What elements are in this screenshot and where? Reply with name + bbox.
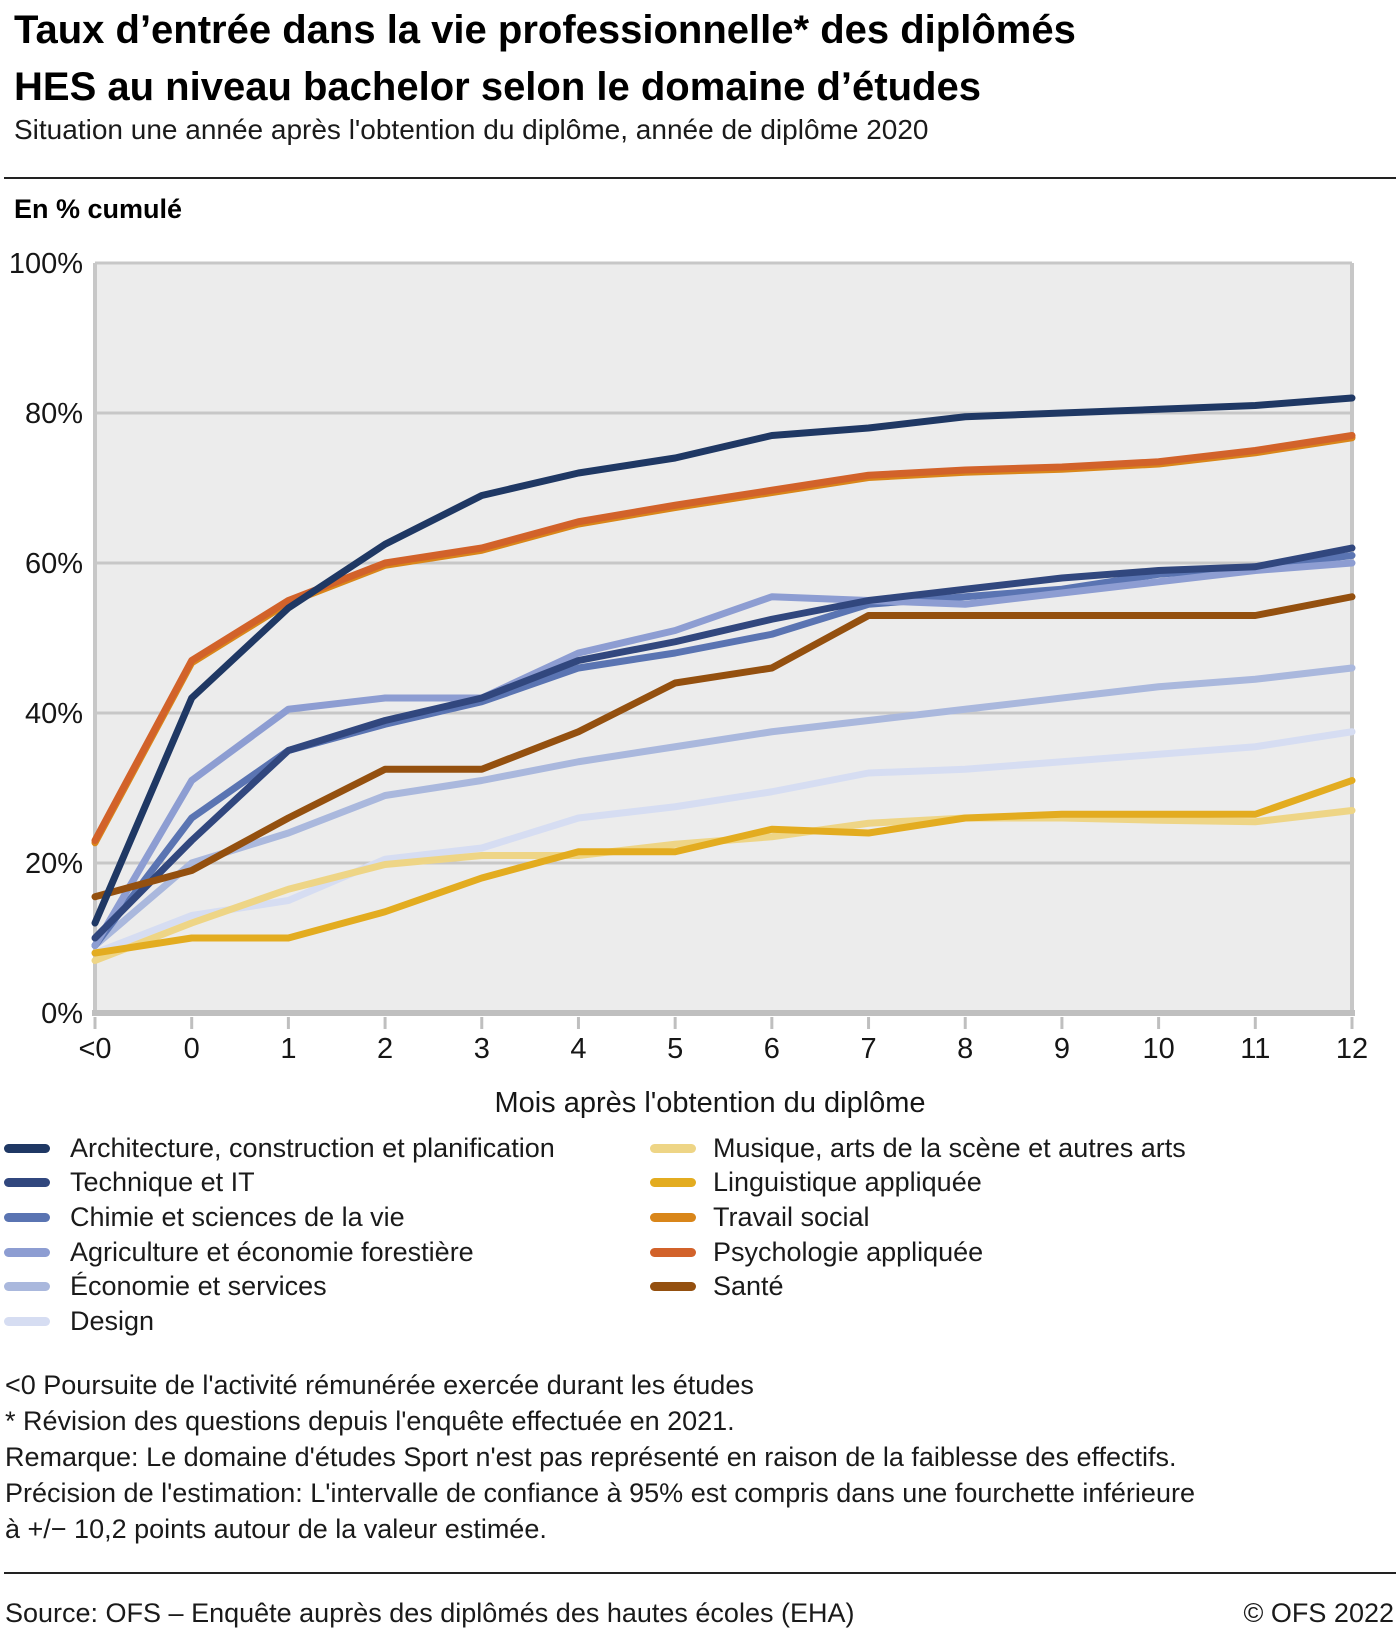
x-tick-label: 1 [280, 1033, 297, 1065]
x-tick-label: 10 [1142, 1033, 1175, 1065]
legend-swatch-economie [4, 1282, 50, 1291]
x-tick-label: <0 [78, 1033, 112, 1065]
legend-item-travail_social [648, 1200, 1186, 1235]
source-text: Source: OFS – Enquête auprès des diplômés des hautes écoles (EHA) [5, 1598, 855, 1628]
footnote-asterisk: * Révision des questions depuis l'enquête effectuée en 2021. [5, 1406, 735, 1436]
footnote-below-zero: <0 Poursuite de l'activité rémunérée exercée durant les études [5, 1370, 754, 1400]
legend-label-musique: Musique, arts de la scène et autres arts [713, 1132, 1186, 1163]
legend-item-economie [2, 1269, 555, 1304]
x-axis-title: Mois après l'obtention du diplôme [494, 1087, 926, 1119]
legend-item-agriculture [2, 1235, 555, 1270]
legend-swatch-technique [4, 1178, 50, 1187]
legend-item-psychologie [648, 1235, 1186, 1270]
legend-item-architecture [2, 1131, 555, 1166]
footnotes [5, 1367, 1195, 1547]
y-axis-unit-label: En % cumulé [14, 194, 183, 224]
legend-label-travail_social: Travail social [713, 1201, 870, 1232]
x-tick-label: 2 [377, 1033, 394, 1065]
legend-item-design [2, 1304, 555, 1339]
subtitle: Situation une année après l'obtention du diplôme, année de diplôme 2020 [14, 114, 929, 145]
x-tick-label: 11 [1240, 1033, 1271, 1065]
x-tick-label: 0 [183, 1033, 200, 1065]
legend-label-design: Design [70, 1305, 155, 1336]
y-tick-label: 80% [24, 398, 83, 430]
legend-swatch-sante [650, 1282, 696, 1291]
x-tick-label: 12 [1335, 1033, 1369, 1065]
legend-label-sante: Santé [713, 1271, 784, 1302]
divider-top [4, 177, 1396, 179]
legend-item-chimie [2, 1200, 555, 1235]
legend-swatch-design [4, 1317, 50, 1326]
footnote-remark: Remarque: Le domaine d'études Sport n'est pas représenté en raison de la faiblesse des effectifs. [5, 1442, 1177, 1472]
legend-swatch-psychologie [650, 1248, 696, 1257]
x-tick-label: 9 [1053, 1033, 1070, 1065]
x-tick-label: 7 [860, 1033, 877, 1065]
legend-swatch-chimie [4, 1213, 50, 1222]
legend-label-architecture: Architecture, construction et planification [70, 1132, 555, 1163]
y-tick-label: 20% [24, 848, 83, 880]
divider-bottom [4, 1572, 1396, 1574]
y-tick-label: 40% [24, 698, 83, 730]
legend-item-sante [648, 1269, 1186, 1304]
title-line-1: Taux d’entrée dans la vie professionnelle* des diplômés [14, 8, 1076, 52]
legend-item-linguistique [648, 1166, 1186, 1201]
x-tick-label: 4 [570, 1033, 587, 1065]
legend-label-linguistique: Linguistique appliquée [713, 1167, 982, 1198]
line-chart [0, 228, 1400, 1128]
legend-label-agriculture: Agriculture et économie forestière [70, 1236, 474, 1267]
x-tick-label: 6 [763, 1033, 780, 1065]
legend-swatch-linguistique [650, 1178, 696, 1187]
chart-canvas [0, 228, 1400, 1128]
legend-label-economie: Économie et services [70, 1271, 327, 1302]
y-tick-label: 100% [8, 248, 83, 280]
legend-item-musique [648, 1131, 1186, 1166]
footnote-precision-1: Précision de l'estimation: L'intervalle de confiance à 95% est compris dans une fourchette inférieure [5, 1478, 1195, 1508]
legend-item-technique [2, 1166, 555, 1201]
copyright-text: © OFS 2022 [1243, 1598, 1394, 1628]
footnote-precision-2: à +/− 10,2 points autour de la valeur estimée. [5, 1514, 547, 1544]
x-tick-label: 5 [667, 1033, 684, 1065]
legend-label-technique: Technique et IT [70, 1167, 255, 1198]
legend-column-2 [648, 1131, 1186, 1304]
legend-swatch-musique [650, 1144, 696, 1153]
y-tick-label: 0% [41, 998, 83, 1030]
y-tick-label: 60% [24, 548, 83, 580]
page-title [14, 2, 1394, 116]
legend-label-chimie: Chimie et sciences de la vie [70, 1201, 405, 1232]
title-line-2: HES au niveau bachelor selon le domaine d’études [14, 65, 981, 109]
legend-column-1 [2, 1131, 555, 1339]
chart-legend [2, 1131, 1398, 1343]
x-tick-label: 8 [957, 1033, 974, 1065]
legend-swatch-travail_social [650, 1213, 696, 1222]
legend-swatch-architecture [4, 1144, 50, 1153]
legend-label-psychologie: Psychologie appliquée [713, 1236, 984, 1267]
x-tick-label: 3 [473, 1033, 490, 1065]
legend-swatch-agriculture [4, 1248, 50, 1257]
